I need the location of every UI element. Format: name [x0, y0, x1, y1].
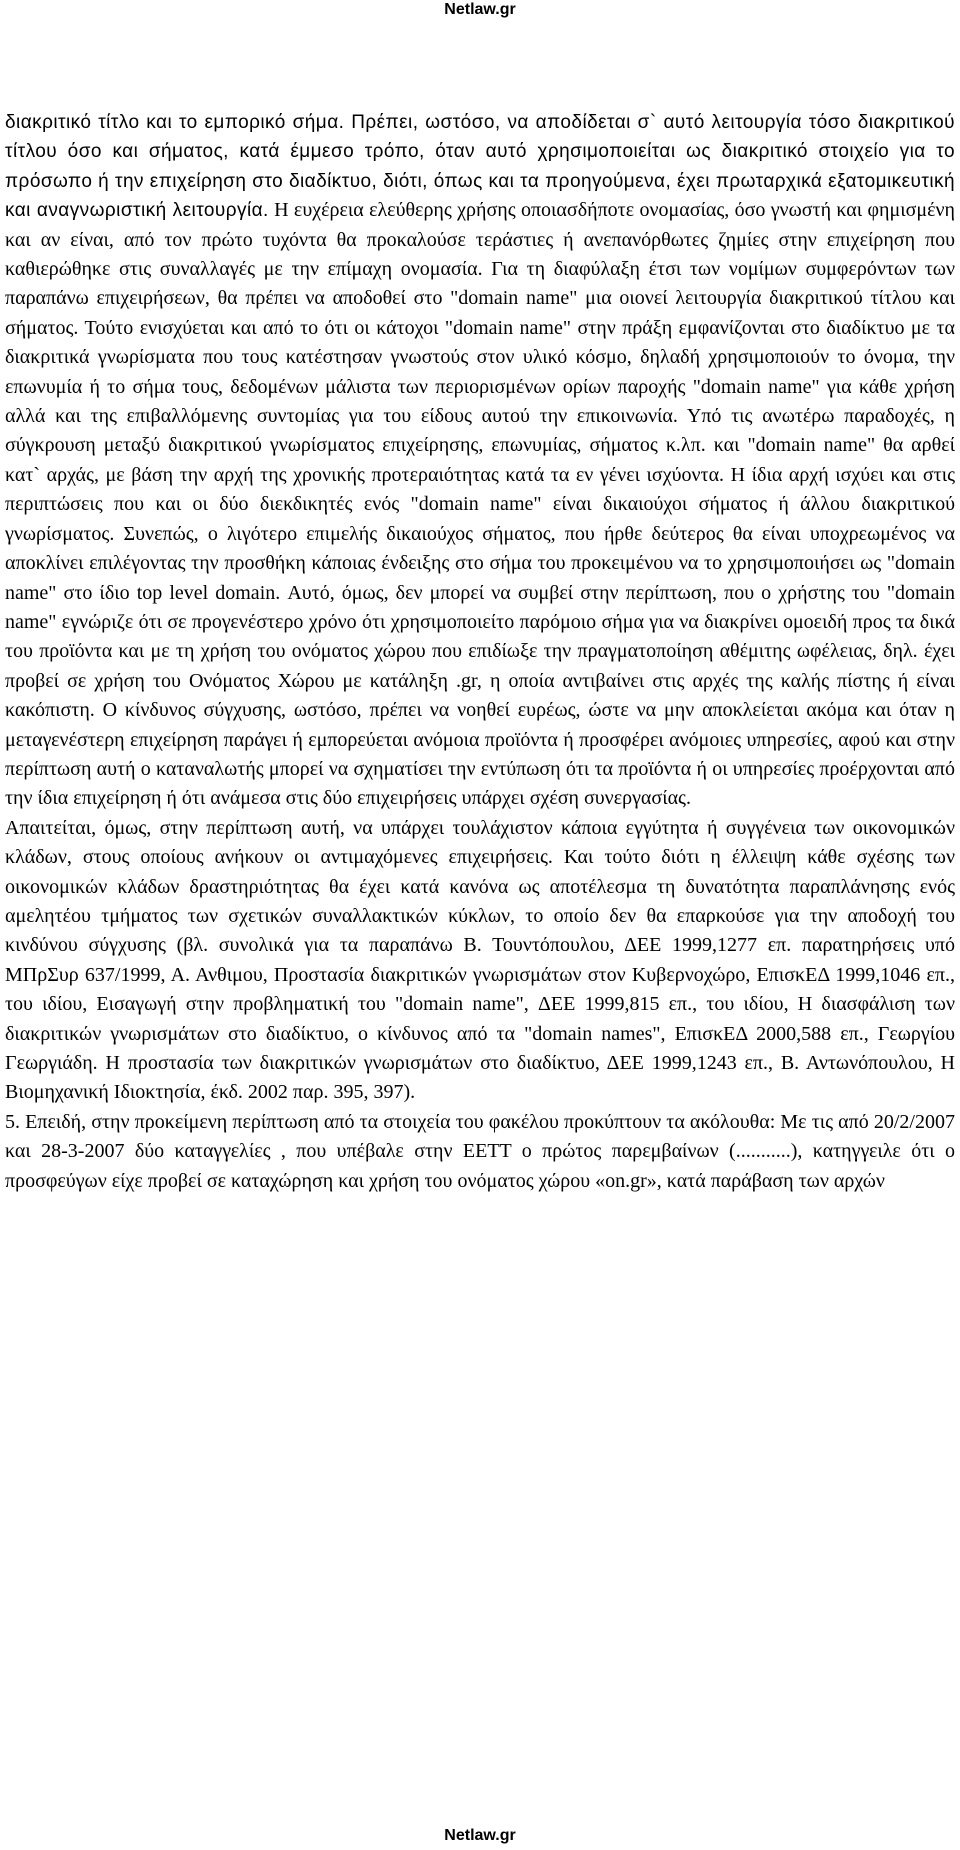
paragraph	[5, 108, 955, 814]
site-header: Netlaw.gr	[444, 1, 516, 18]
site-footer: Netlaw.gr	[444, 1827, 516, 1844]
paragraph-sans-run: διακριτικό τίτλο και το εμπορικό σήμα. Πρέπει, ωστόσο, να αποδίδεται σ` αυτό λειτουργία τόσο διακριτικού τίτλου όσο και σήματος, κατά έμμεσο τρόπο, όταν αυτό χρησιμοποιείται ως διακριτικό στοιχείο για το πρόσωπο ή την επιχείρηση στο διαδίκτυο, διότι, όπως και τα προηγούμενα, έχει πρωταρχικά εξατομικευτική και αναγνωριστική λειτουργία.	[5, 112, 955, 222]
document-body	[5, 108, 955, 1196]
paragraph: Απαιτείται, όμως, στην περίπτωση αυτή, να υπάρχει τουλάχιστον κάποια εγγύτητα ή συγγένεια των οικονομικών κλάδων, στους οποίους ανήκουν οι αντιμαχόμενες επιχειρήσεις. Και τούτο διότι η έλλειψη κάθε σχέσης των οικονομικών κλάδων δραστηριότητας θα έχει κατά κανόνα ως αποτέλεσμα τη δυνατότητα παραπλάνησης ενός αμελητέου τμήματος των σχετικών συναλλακτικών κύκλων, το οποίο δεν θα επαρκούσε για την αποδοχή του κινδύνου σύγχυσης (βλ. συνολικά για τα παραπάνω Β. Τουντόπουλου, ΔΕΕ 1999,1277 επ. παρατηρήσεις υπό ΜΠρΣυρ 637/1999, Α. Ανθιμου, Προστασία διακριτικών γνωρισμάτων στον Κυβερνοχώρο, ΕπισκΕΔ 1999,1046 επ., του ιδίου, Εισαγωγή στην προβληματική του "domain name", ΔΕΕ 1999,815 επ., του ιδίου, Η διασφάλιση των διακριτικών γνωρισμάτων στο διαδίκτυο, ο κίνδυνος από τα "domain names", ΕπισκΕΔ 2000,588 επ., Γεωργίου Γεωργιάδη. Η προστασία των διακριτικών γνωρισμάτων στο διαδίκτυο, ΔΕΕ 1999,1243 επ., Β. Αντωνόπουλου, Η Βιομηχανική Ιδιοκτησία, έκδ. 2002 παρ. 395, 397).	[5, 816, 955, 1104]
paragraph: 5. Επειδή, στην προκείμενη περίπτωση από τα στοιχεία του φακέλου προκύπτουν τα ακόλουθα: Με τις από 20/2/2007 και 28-3-2007 δύο καταγγελίες , που υπέβαλε στην ΕΕΤΤ ο πρώτος παρεμβαίνων (...........), κατηγγειλε ότι ο προσφεύγων είχε προβεί σε καταχώρηση και χρήση του ονόματος χώρου «on.gr», κατά παράβαση των αρχών	[5, 1110, 955, 1192]
paragraph-serif-run: Η ευχέρεια ελεύθερης χρήσης οποιασδήποτε ονομασίας, όσο γνωστή και φημισμένη και αν είναι, από τον πρώτο τυχόντα θα προκαλούσε τεράστιες ή ανεπανόρθωτες ζημίες στην επιχείρηση που καθιερώθηκε στις συναλλαγές με την επίμαχη ονομασία. Για τη διαφύλαξη έτσι των νομίμων συμφερόντων των παραπάνω επιχειρήσεων, θα πρέπει να αποδοθεί στο "domain name" μια οιονεί λειτουργία διακριτικού τίτλου και σήματος. Τούτο ενισχύεται και από το ότι οι κάτοχοι "domain name" στην πράξη εμφανίζονται στο διαδίκτυο με τα διακριτικά γνωρίσματα που τους κατέστησαν γνωστούς στον υλικό κόσμο, δηλαδή χρησιμοποιούν το όνομα, την επωνυμία ή το σήμα τους, δεδομένων μάλιστα των περιορισμένων ορίων παροχής "domain name" για κάθε χρήση αλλά και της επιβαλλόμενης συντομίας για του είδους αυτού την επικοινωνία. Υπό τις ανωτέρω παραδοχές, η σύγκρουση μεταξύ διακριτικού γνωρίσματος επιχείρησης, επωνυμίας, σήματος κ.λπ. και "domain name" θα αρθεί κατ` αρχάς, με βάση την αρχή της χρονικής προτεραιότητας κατά τα εν γένει ισχύοντα. Η ίδια αρχή ισχύει και στις περιπτώσεις που και οι δύο διεκδικητές ενός "domain name" είναι δικαιούχοι σήματος ή άλλου διακριτικού γνωρίσματος. Συνεπώς, ο λιγότερο επιμελής δικαιούχος σήματος, που ήρθε δεύτερος θα είναι υποχρεωμένος να αποκλίνει επιλέγοντας την προσθήκη κάποιας ένδειξης στο σήμα του προκειμένου να το χρησιμοποιήσει ως "domain name" στο ίδιο top level domain. Αυτό, όμως, δεν μπορεί να συμβεί στην περίπτωση, που ο χρήστης του "domain name" εγνώριζε ότι σε προγενέστερο χρόνο ότι χρησιμοποιείτο παρόμοιο σήμα για να διακρίνει ομοειδή προς τα δικά του προϊόντα και με τη χρήση του ονόματος χώρου που επιδίωξε την πραγματοποίηση αθέμιτης ωφέλειας, δηλ. έχει προβεί σε χρήση του Ονόματος Χώρου με κατάληξη .gr, η οποία αντιβαίνει στις αρχές της καλής πίστης ή είναι κακόπιστη. Ο κίνδυνος σύγχυσης, ωστόσο, πρέπει να νοηθεί ευρέως, ώστε να μην αποκλείεται ακόμα και όταν η μεταγενέστερη επιχείρηση παράγει ή εμπορεύεται ανόμοια προϊόντα ή προσφέρει ανόμοιες υπηρεσίες, αφού και στην περίπτωση αυτή ο καταναλωτής μπορεί να σχηματίσει την εντύπωση ότι τα προϊόντα ή οι υπηρεσίες προέρχονται από την ίδια επιχείρηση ή ότι ανάμεσα στις δύο επιχειρήσεις υπάρχει σχέση συνεργασίας.	[5, 199, 955, 810]
